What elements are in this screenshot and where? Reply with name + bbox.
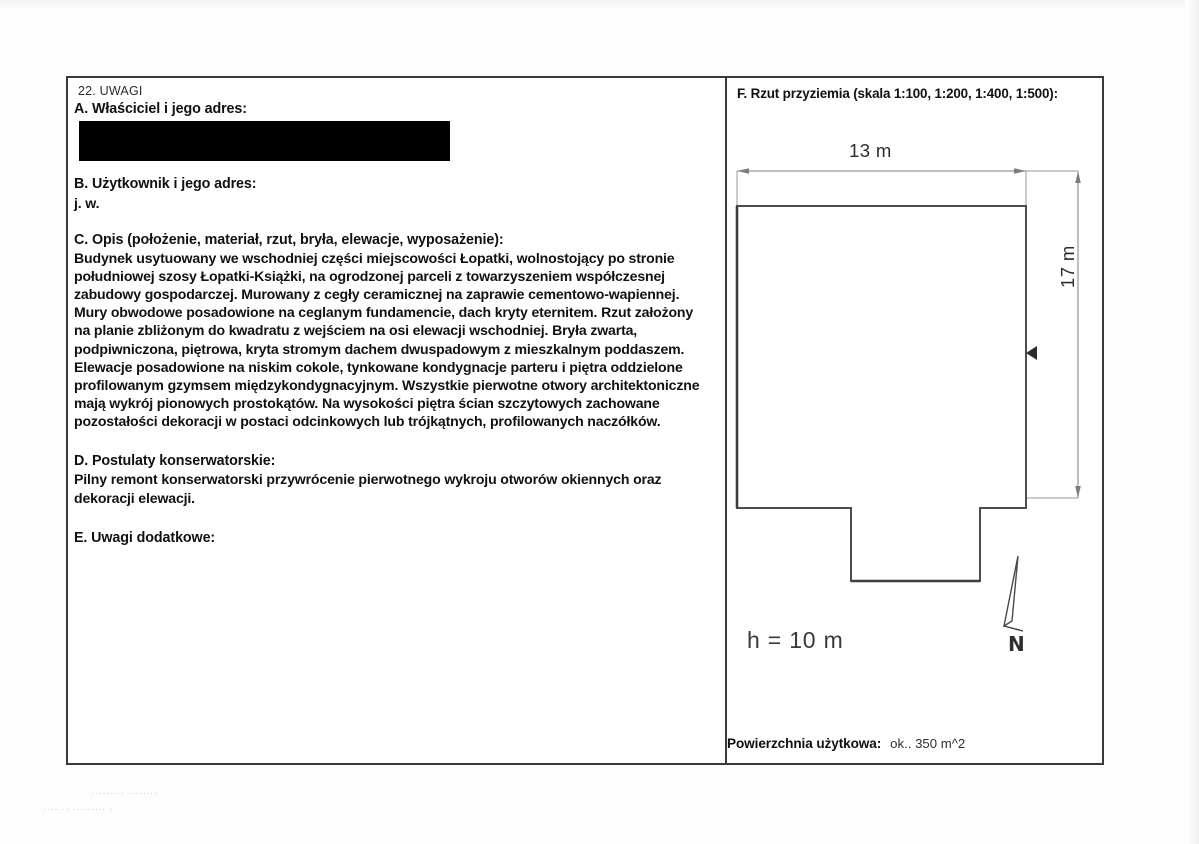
building-outline (737, 206, 1026, 581)
width-dimension-label: 13 m (849, 140, 892, 161)
description-line: zabudowy gospodarczej. Murowany z cegły ceramicznej na zaprawie cementowo-wapiennej. (74, 286, 680, 303)
width-dimension-line (737, 168, 1026, 174)
description-line: Elewacje posadowione na niskim cokole, tynkowane kondygnacje parteru i piętra oddzielone (74, 358, 683, 375)
usable-area-row (727, 736, 965, 751)
description-line: pozostałości dekoracji w postaci odcinkowych lub trójkątnych, profilowanych naczółków. (74, 412, 661, 429)
dimension-witness-lines (737, 171, 1078, 498)
description-line: podpiwniczona, piętrowa, kryta stromym dachem dwuspadowym z mieszkalnym poddaszem. (74, 340, 685, 357)
plan-drawing (727, 78, 1102, 763)
postulates-label: D. Postulaty konserwatorskie: (74, 453, 276, 470)
spacer (72, 164, 725, 175)
entrance-arrow-icon (1026, 346, 1037, 360)
building-heavy-walls (737, 206, 980, 581)
description-line: Mury obwodowe posadowione na ceglanym fundamencie, dach kryty eternitem. Rzut założony (74, 304, 694, 321)
user-value: j. w. (74, 194, 100, 211)
scan-edge-right (1185, 0, 1199, 844)
north-letter-label: N (1008, 632, 1025, 656)
description-label: C. Opis (położenie, materiał, rzut, bryła, elewacje, wyposażenie): (74, 231, 504, 248)
north-arrow-icon (1004, 556, 1023, 631)
remarks-column (68, 78, 727, 763)
scan-edge-top (0, 0, 1199, 10)
owner-label: A. Właściciel i jego adres: (74, 101, 247, 117)
plan-column (727, 78, 1102, 763)
building-height-label: h = 10 m (747, 627, 844, 653)
usable-area-label: Powierzchnia użytkowa: (727, 736, 882, 751)
additional-remarks-label: E. Uwagi dodatkowe: (74, 529, 216, 546)
scan-smudge: ......... ........ (92, 786, 158, 796)
description-text (72, 249, 725, 430)
description-line: Budynek usytuowany we wschodniej części miejscowości Łopatki, wolnostojący po stronie (74, 250, 675, 266)
user-label: B. Użytkownik i jego adres: (74, 176, 257, 193)
spacer (72, 507, 725, 529)
spacer (72, 212, 725, 231)
description-line: południowej szosy Łopatki-Książki, na ogrodzonej parceli z towarzyszeniem współczesnej (74, 268, 665, 285)
description-line: profilowanym gzymsem międzykondygnacyjnym. Wszystkie pierwotne otwory architektoniczne (74, 376, 700, 393)
height-dimension-label: 17 m (1057, 245, 1078, 288)
plan-title: F. Rzut przyziemia (skala 1:100, 1:200, 1:400, 1:500): (737, 86, 1058, 101)
description-line: na planie zbliżonym do kwadratu z wejściem na osi elewacji wschodniej. Bryła zwarta, (74, 322, 638, 339)
postulates-text (72, 470, 725, 506)
floor-plan-svg (727, 78, 1095, 768)
scan-smudge: .... .. ......... . (44, 802, 114, 812)
postulates-line: Pilny remont konserwatorski przywrócenie pierwotnego wykroju otworów okiennych oraz (74, 471, 662, 488)
field-number: 22. UWAGI (78, 84, 143, 98)
usable-area-value: ok.. 350 m^2 (890, 736, 966, 751)
owner-value-redacted-bar (79, 121, 450, 161)
postulates-line: dekoracji elewacji. (74, 489, 195, 506)
height-dimension-line (1075, 171, 1081, 498)
description-line: mają wykrój pionowych prostokątów. Na wysokości piętra ścian szczytowych zachowane (74, 394, 660, 411)
spacer (72, 430, 725, 452)
form-frame (66, 76, 1104, 765)
